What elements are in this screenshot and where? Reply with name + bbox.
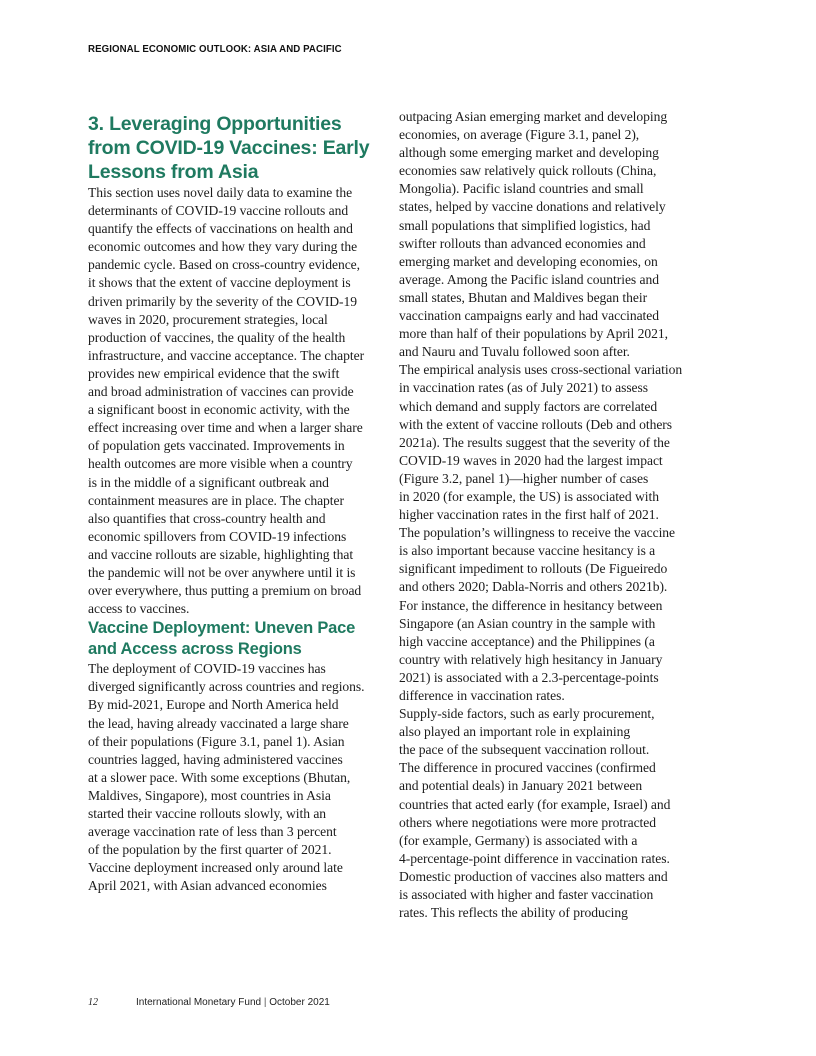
text-line: vaccination campaigns early and had vaccinated	[399, 308, 660, 324]
text-line: is in the middle of a significant outbreak and	[88, 474, 329, 490]
text-line: infrastructure, and vaccine acceptance. The chapter	[88, 347, 365, 363]
right-paragraph-3	[399, 705, 691, 922]
text-line: emerging market and developing economies, on	[399, 253, 658, 269]
text-line: countries that acted early (for example, Israel) and	[399, 796, 671, 812]
text-line: Mongolia). Pacific island countries and small	[399, 181, 644, 197]
text-line: from COVID-19 Vaccines: Early	[88, 137, 370, 159]
text-line: is associated with higher and faster vaccination	[399, 887, 654, 903]
text-line: The difference in procured vaccines (confirmed	[399, 760, 656, 776]
text-line: economic spillovers from COVID-19 infections	[88, 528, 347, 544]
text-line: difference in vaccination rates.	[399, 688, 565, 703]
text-line: access to vaccines.	[88, 601, 190, 617]
text-line: although some emerging market and developing	[399, 145, 659, 161]
text-line: the pace of the subsequent vaccination rollout.	[399, 742, 650, 758]
text-line: Vaccine Deployment: Uneven Pace	[88, 619, 356, 638]
text-line: average. Among the Pacific island countries and	[399, 271, 660, 287]
text-line: COVID-19 waves in 2020 had the largest impact	[399, 452, 663, 468]
text-line: (for example, Germany) is associated with a	[399, 832, 638, 848]
text-line: diverged significantly across countries and regions.	[88, 679, 365, 695]
text-line: 2021) is associated with a 2.3-percentage-points	[399, 669, 659, 685]
page-number: 12	[88, 997, 98, 1008]
text-line: Vaccine deployment increased only around late	[88, 860, 343, 876]
text-line: provides new empirical evidence that the swift	[88, 365, 340, 381]
text-line: effect increasing over time and when a larger share	[88, 420, 363, 436]
footer-date: October 2021	[269, 997, 330, 1008]
text-line: (Figure 3.2, panel 1)—higher number of cases	[399, 470, 649, 486]
text-line: quantify the effects of vaccinations on health and	[88, 221, 353, 237]
text-line: Lessons from Asia	[88, 161, 259, 183]
text-line: Singapore (an Asian country in the sample with	[399, 615, 656, 631]
text-line: Domestic production of vaccines also matters and	[399, 868, 668, 884]
text-line: economies saw relatively quick rollouts (China,	[399, 163, 657, 179]
text-line: a significant boost in economic activity, with the	[88, 402, 350, 418]
text-line: the lead, having already vaccinated a large share	[88, 715, 349, 731]
text-line: of population gets vaccinated. Improvements in	[88, 438, 345, 454]
text-line: in 2020 (for example, the US) is associated with	[399, 488, 659, 504]
text-line: at a slower pace. With some exceptions (Bhutan,	[88, 769, 351, 785]
chapter-title	[88, 112, 380, 184]
footer-separator: |	[263, 997, 267, 1008]
text-line: higher vaccination rates in the first half of 2021.	[399, 507, 659, 523]
text-line: 3. Leveraging Opportunities	[88, 113, 342, 135]
text-line: By mid-2021, Europe and North America held	[88, 697, 339, 713]
text-line: production of vaccines, the quality of the health	[88, 329, 346, 345]
text-line: 2021a). The results suggest that the severity of the	[399, 434, 670, 450]
right-column	[399, 108, 691, 922]
text-line: economies, on average (Figure 3.1, panel 2),	[399, 127, 640, 143]
running-header: REGIONAL ECONOMIC OUTLOOK: ASIA AND PACIFIC	[88, 43, 342, 55]
text-line: of their populations (Figure 3.1, panel 1). Asian	[88, 733, 345, 749]
text-line: The deployment of COVID-19 vaccines has	[88, 661, 326, 677]
text-line: April 2021, with Asian advanced economies	[88, 878, 327, 894]
text-line: and potential deals) in January 2021 between	[399, 778, 643, 794]
text-line: rates. This reflects the ability of producing	[399, 905, 628, 921]
text-line: and Access across Regions	[88, 640, 302, 659]
text-line: The population’s willingness to receive the vaccine	[399, 525, 676, 541]
text-line: Supply-side factors, such as early procurement,	[399, 706, 655, 722]
text-line: containment measures are in place. The chapter	[88, 492, 344, 508]
text-line: started their vaccine rollouts slowly, with an	[88, 806, 327, 821]
text-line: over everywhere, thus putting a premium on broad	[88, 583, 362, 599]
footer-publisher: International Monetary Fund	[136, 997, 262, 1008]
text-line: also played an important role in explaining	[399, 724, 631, 740]
text-line: For instance, the difference in hesitancy between	[399, 597, 663, 613]
text-line: high vaccine acceptance) and the Philippines (a	[399, 633, 655, 649]
right-paragraph-1	[399, 108, 691, 361]
text-line: of the population by the first quarter of 2021.	[88, 842, 332, 858]
left-column	[88, 108, 380, 895]
text-line: swifter rollouts than advanced economies and	[399, 235, 646, 251]
text-line: significant impediment to rollouts (De Figueiredo	[399, 561, 668, 577]
text-line: the pandemic will not be over anywhere until it is	[88, 564, 356, 580]
text-line: 4-percentage-point difference in vaccination rates.	[399, 850, 670, 866]
page-footer	[88, 997, 330, 1008]
text-line: countries lagged, having administered vaccines	[88, 751, 343, 767]
text-line: states, helped by vaccine donations and relatively	[399, 199, 666, 215]
text-line: also quantifies that cross-country health and	[88, 510, 326, 526]
text-line: determinants of COVID-19 vaccine rollouts and	[88, 203, 349, 219]
text-line: with the extent of vaccine rollouts (Deb and others	[399, 416, 673, 432]
text-line: Maldives, Singapore), most countries in Asia	[88, 787, 331, 803]
text-line: average vaccination rate of less than 3 percent	[88, 824, 337, 840]
text-line: small populations that simplified logistics, had	[399, 217, 651, 233]
text-line: and broad administration of vaccines can provide	[88, 384, 354, 400]
text-line: economic outcomes and how they vary during the	[88, 239, 358, 255]
text-line: in vaccination rates (as of July 2021) to assess	[399, 380, 649, 396]
text-line: is also important because vaccine hesitancy is a	[399, 543, 656, 559]
text-line: and Nauru and Tuvalu followed soon after.	[399, 344, 630, 360]
section-paragraph-1	[88, 660, 380, 895]
section-title	[88, 618, 380, 660]
text-line: The empirical analysis uses cross-sectional variation	[399, 362, 683, 378]
text-line: which demand and supply factors are correlated	[399, 398, 658, 414]
text-line: This section uses novel daily data to examine the	[88, 185, 353, 200]
text-line: it shows that the extent of vaccine deployment is	[88, 275, 351, 291]
text-line: health outcomes are more visible when a country	[88, 456, 353, 472]
text-line: pandemic cycle. Based on cross-country evidence,	[88, 257, 361, 273]
text-line: waves in 2020, procurement strategies, local	[88, 311, 328, 327]
text-line: and vaccine rollouts are sizable, highlighting that	[88, 546, 354, 562]
text-line: driven primarily by the severity of the COVID-19	[88, 293, 358, 309]
right-paragraph-2	[399, 361, 691, 705]
text-line: small states, Bhutan and Maldives began their	[399, 289, 648, 305]
text-line: more than half of their populations by April 2021,	[399, 326, 668, 342]
text-line: country with relatively high hesitancy in January	[399, 651, 663, 667]
text-line: and others 2020; Dabla-Norris and others 2021b).	[399, 579, 668, 595]
text-line: others where negotiations were more protracted	[399, 814, 657, 830]
chapter-intro-paragraph	[88, 184, 380, 618]
text-line: outpacing Asian emerging market and developing	[399, 109, 668, 124]
